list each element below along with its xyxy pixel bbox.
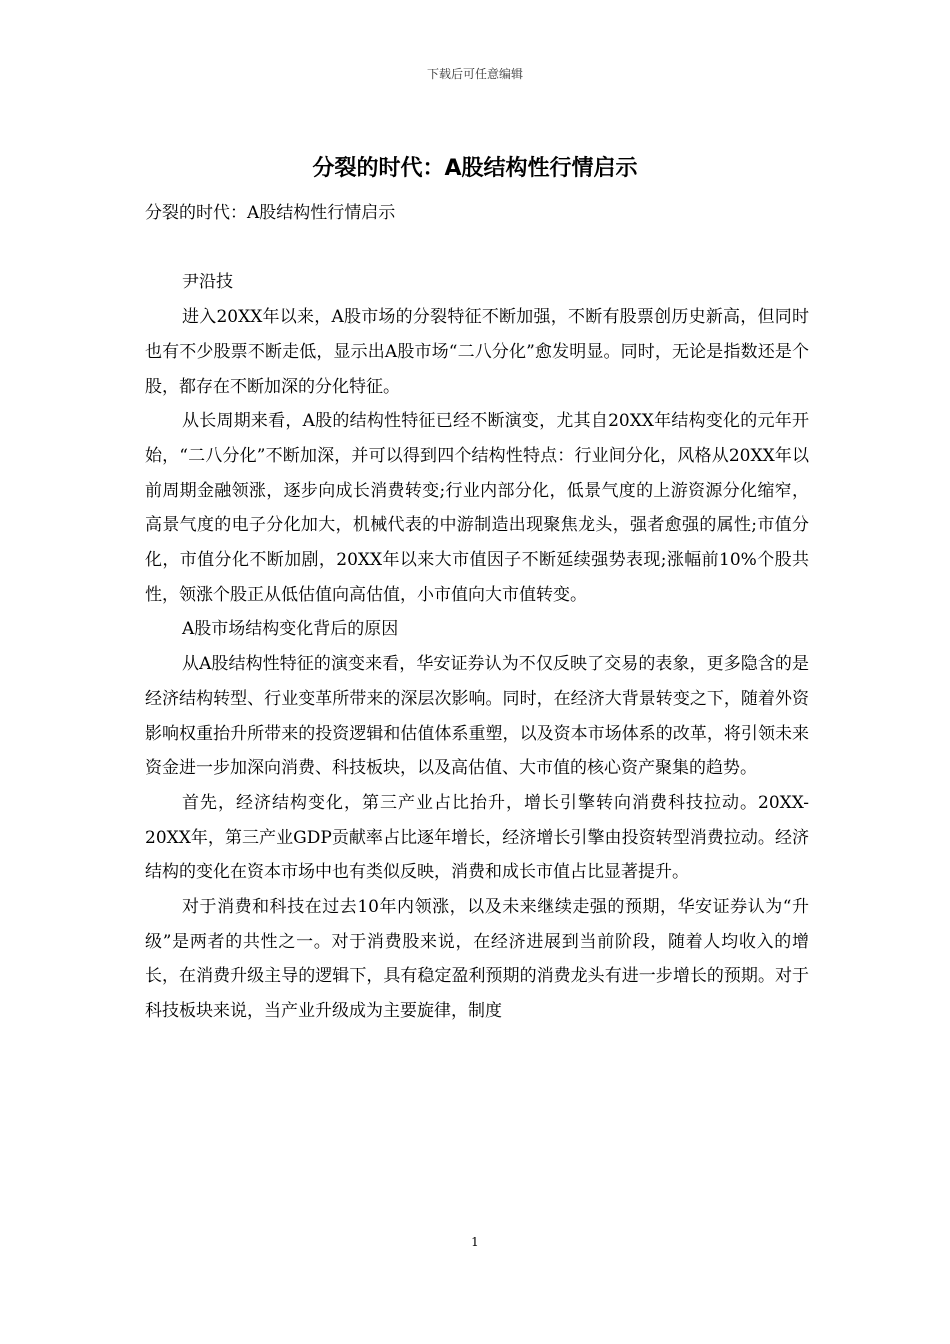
document-subtitle: 分裂的时代：A股结构性行情启示 [145, 203, 396, 223]
page-header-note: 下载后可任意编辑 [426, 67, 523, 81]
paragraph-1: 进入20XX年以来，A股市场的分裂特征不断加强，不断有股票创历史新高，但同时也有不少股票不断走低，显示出A股市场“二八分化”愈发明显。同时，无论是指数还是个股，都存在不断加深的分化特征。 [145, 307, 809, 397]
paragraph-2: 从长周期来看，A股的结构性特征已经不断演变，尤其自20XX年结构变化的元年开始，“二八分化”不断加深，并可以得到四个结构性特点：行业间分化，风格从20XX年以前周期金融领涨，逐步向成长消费转变;行业内部分化，低景气度的上游资源分化缩窄，高景气度的电子分化加大，机械代表的中游制造出现聚焦龙头，强者愈强的属性;市值分化，市值分化不断加剧，20XX年以来大市值因子不断延续强势表现;涨幅前10%个股共性，领涨个股正从低估值向高估值，小市值向大市值转变。 [145, 411, 809, 605]
author-line: 尹沿技 [182, 272, 233, 293]
document-body [145, 196, 809, 1029]
paragraph-5: 对于消费和科技在过去10年内领涨，以及未来继续走强的预期，华安证券认为“升级”是两者的共性之一。对于消费股来说，在经济进展到当前阶段，随着人均收入的增长，在消费升级主导的逻辑下，具有稳定盈利预期的消费龙头有进一步增长的预期。对于科技板块来说，当产业升级成为主要旋律，制度 [145, 897, 809, 1022]
paragraph-4: 首先，经济结构变化，第三产业占比抬升，增长引擎转向消费科技拉动。20XX-20XX年，第三产业GDP贡献率占比逐年增长，经济增长引擎由投资转型消费拉动。经济结构的变化在资本市场中也有类似反映，消费和成长市值占比显著提升。 [145, 792, 809, 883]
section-heading: A股市场结构变化背后的原因 [182, 619, 399, 640]
page-number: 1 [471, 1235, 479, 1249]
document-title: 分裂的时代：A股结构性行情启示 [312, 156, 638, 181]
paragraph-3: 从A股结构性特征的演变来看，华安证券认为不仅反映了交易的表象，更多隐含的是经济结构转型、行业变革所带来的深层次影响。同时，在经济大背景转变之下，随着外资影响权重抬升所带来的投资逻辑和估值体系重塑，以及资本市场体系的改革，将引领未来资金进一步加深向消费、科技板块，以及高估值、大市值的核心资产聚集的趋势。 [145, 654, 809, 779]
